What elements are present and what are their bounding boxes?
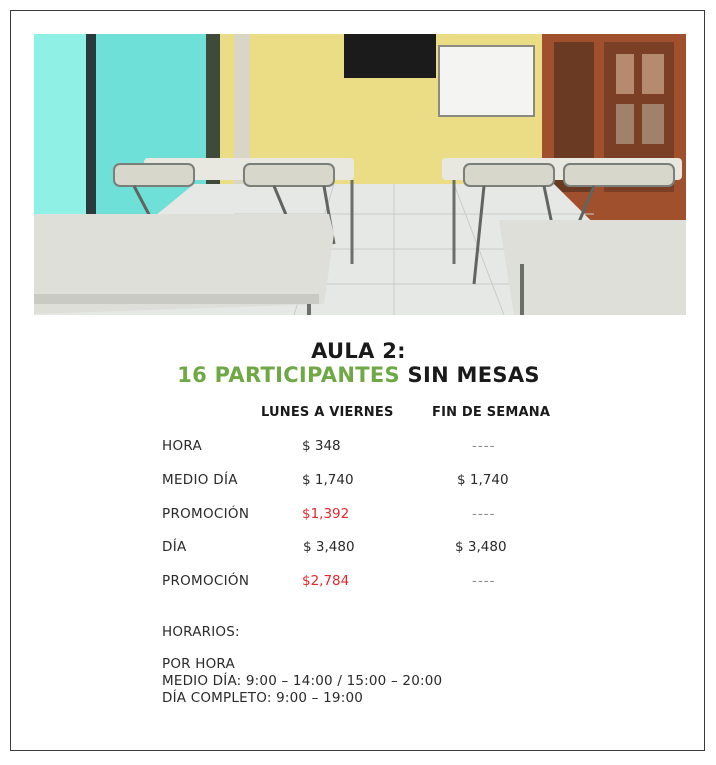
price-hora-weekend: ---- — [472, 438, 496, 454]
row-label-hora: HORA — [162, 438, 203, 454]
schedule-heading: HORARIOS: — [162, 624, 240, 640]
promo-dia-weekend: ---- — [472, 573, 496, 589]
row-label-promocion-dia: PROMOCIÓN — [162, 573, 250, 589]
capacity-subtitle — [11, 363, 706, 387]
price-medio-dia-weekday: $ 1,740 — [302, 472, 354, 488]
classroom-photo — [34, 34, 686, 315]
row-label-dia: DÍA — [162, 539, 187, 555]
row-label-promocion-medio-dia: PROMOCIÓN — [162, 506, 250, 522]
price-dia-weekend: $ 3,480 — [455, 539, 507, 555]
schedule-line-hourly: POR HORA — [162, 656, 235, 672]
participants-count: 16 PARTICIPANTES — [177, 363, 400, 387]
column-header-weekend: FIN DE SEMANA — [432, 405, 551, 420]
promo-medio-dia-weekend: ---- — [472, 506, 496, 522]
room-setup: SIN MESAS — [399, 363, 540, 387]
schedule-line-full-day: DÍA COMPLETO: 9:00 – 19:00 — [162, 690, 364, 706]
promo-medio-dia-weekday: $1,392 — [302, 506, 350, 522]
row-label-medio-dia: MEDIO DÍA — [162, 472, 238, 488]
room-title: AULA 2: — [311, 339, 406, 363]
price-medio-dia-weekend: $ 1,740 — [457, 472, 509, 488]
pricing-card — [10, 10, 705, 751]
price-dia-weekday: $ 3,480 — [303, 539, 355, 555]
promo-dia-weekday: $2,784 — [302, 573, 350, 589]
schedule-line-half-day: MEDIO DÍA: 9:00 – 14:00 / 15:00 – 20:00 — [162, 673, 443, 689]
price-hora-weekday: $ 348 — [302, 438, 341, 454]
column-header-weekday: LUNES A VIERNES — [261, 405, 394, 420]
